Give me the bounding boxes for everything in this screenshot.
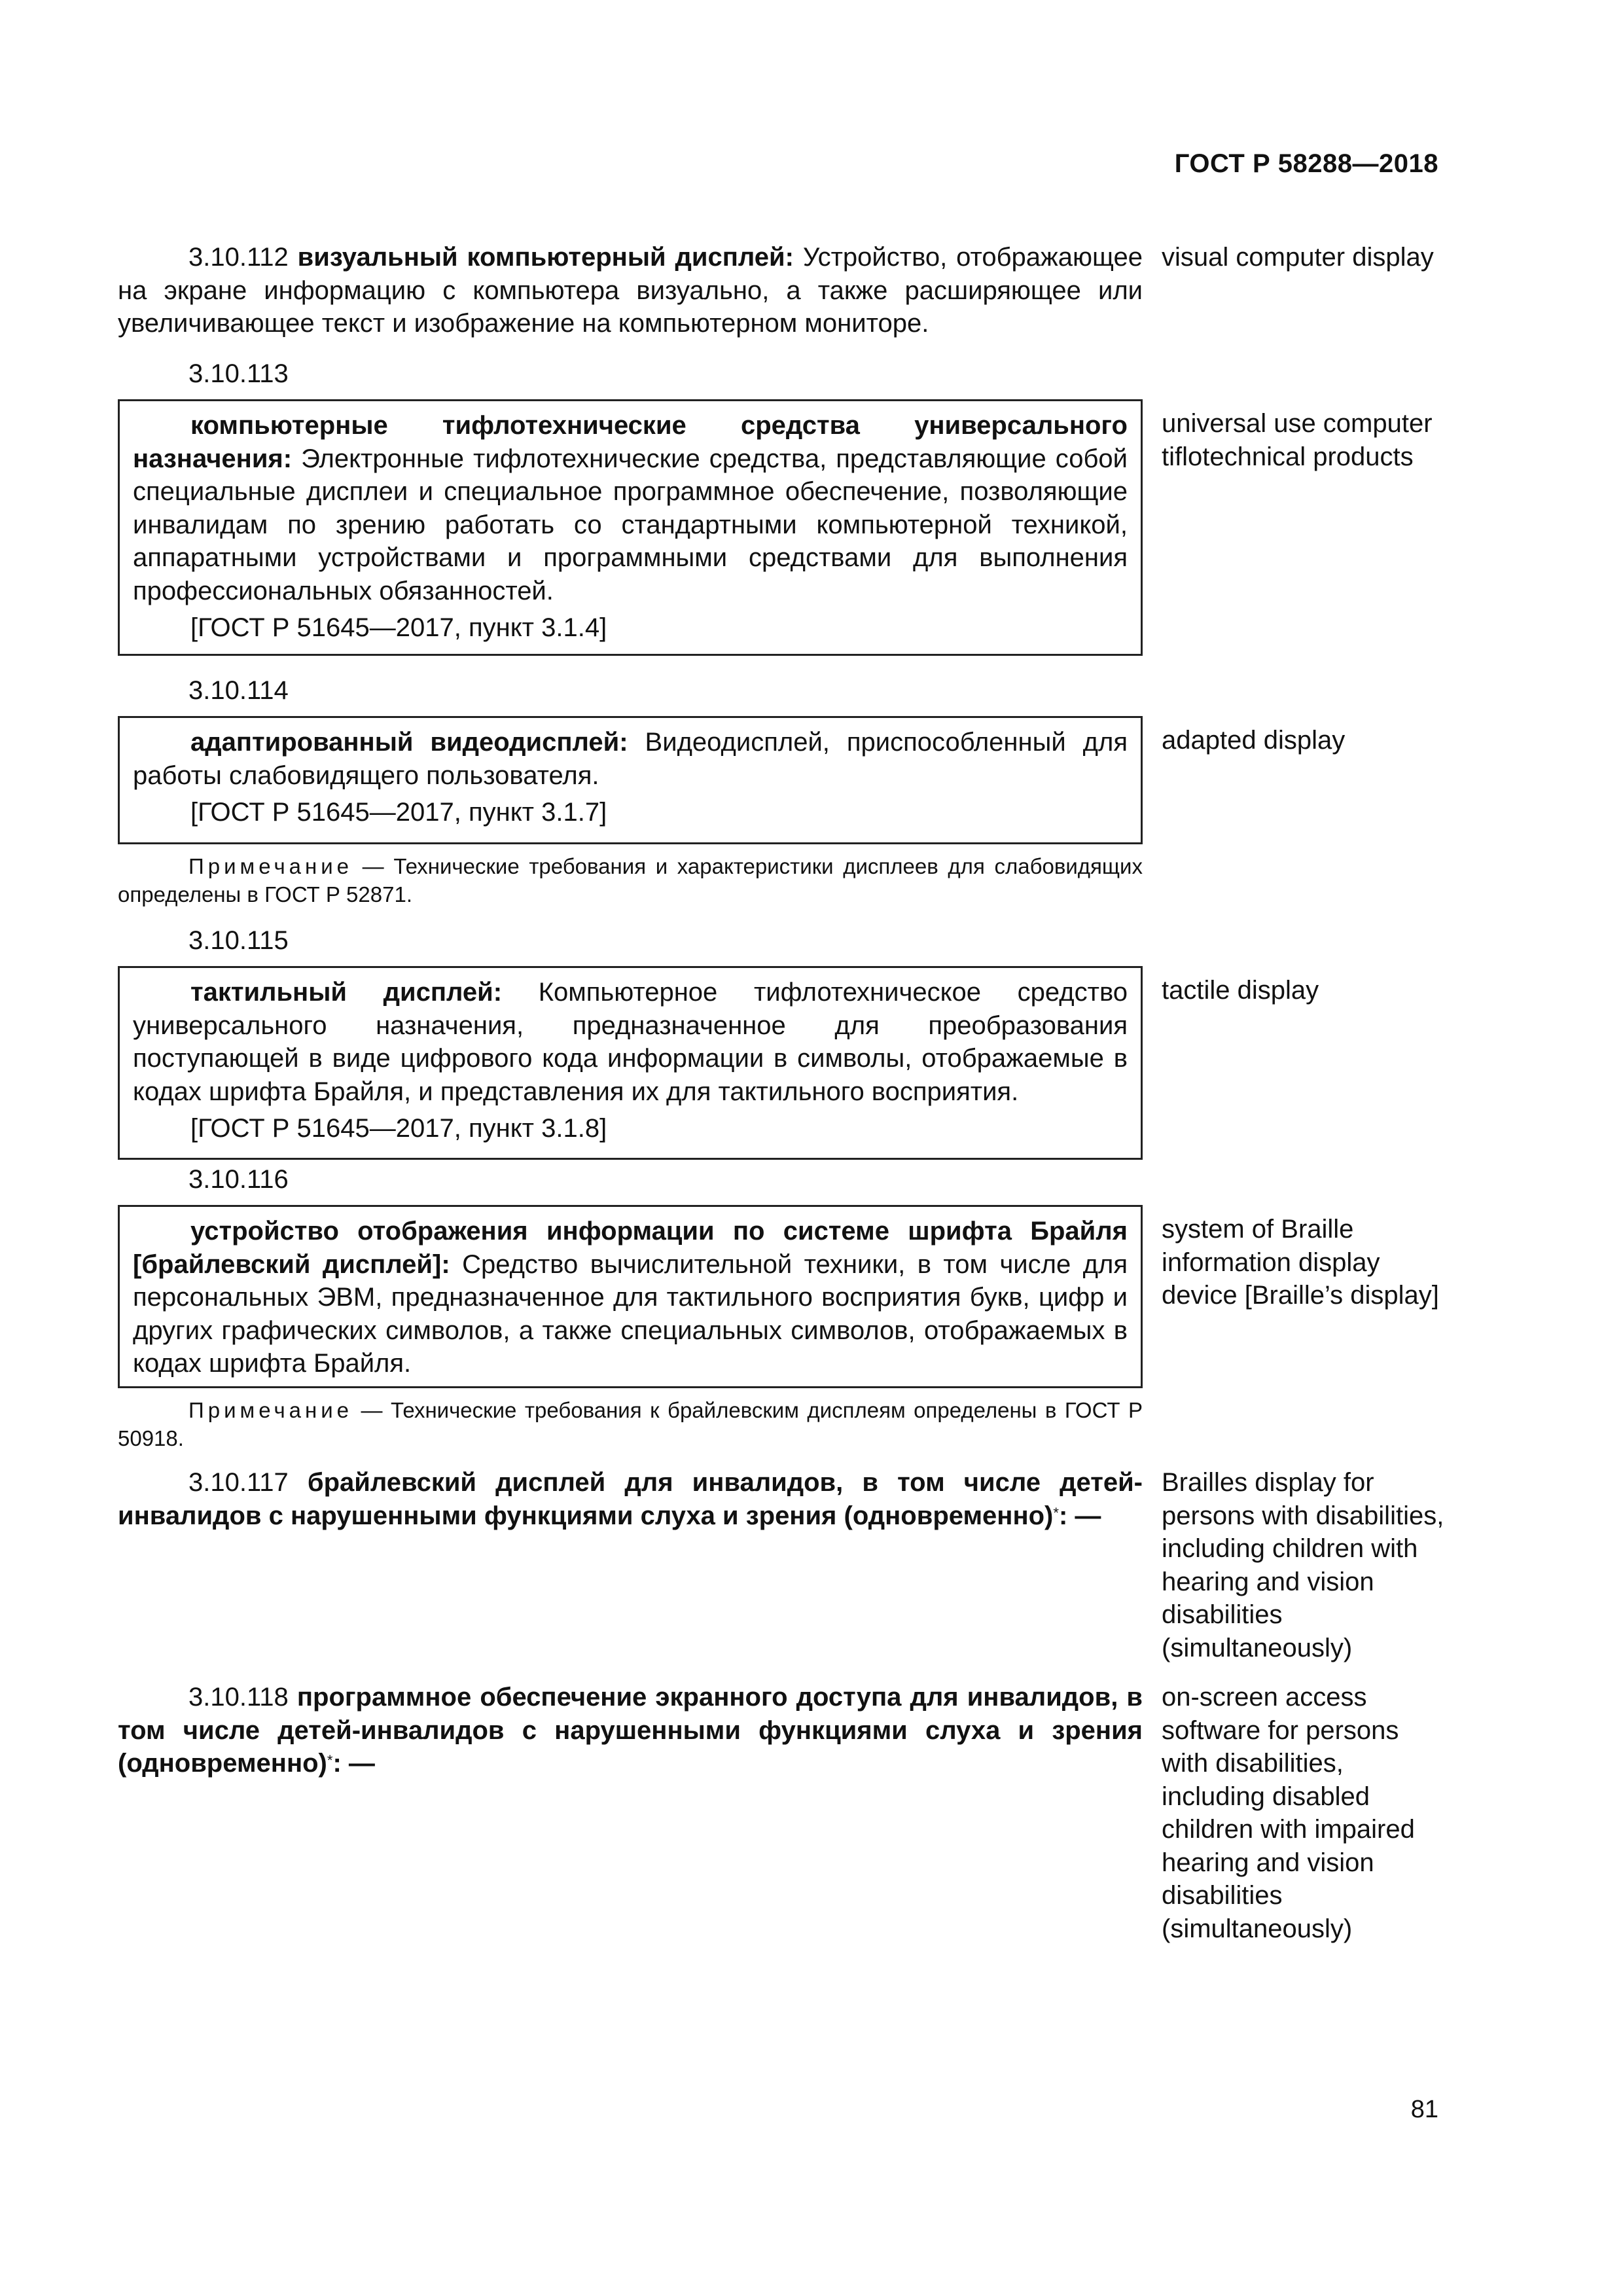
term-definition: Устройство, отображающее на экране информацию с компьютера визуально, а также расширяющее или увеличивающее текст и изображение на компьютерном мониторе. bbox=[118, 243, 1143, 338]
term-ru-text bbox=[133, 976, 1128, 1108]
term-title: компьютерные тифлотехнические средства универсального назначения: bbox=[133, 411, 1128, 473]
term-ru-text bbox=[118, 241, 1143, 340]
note-text: — Технические требования и характеристики дисплеев для слабовидящих определены в ГОСТ Р 52871. bbox=[118, 854, 1143, 906]
term-title: адаптированный видеодисплей: bbox=[190, 728, 628, 757]
note-label: Примечание bbox=[188, 854, 353, 878]
term-title: устройство отображения информации по системе шрифта Брайля [брайлевский дисплей]: bbox=[133, 1217, 1128, 1279]
term-box bbox=[118, 716, 1143, 844]
term-number: 3.10.116 bbox=[188, 1165, 289, 1194]
term-en-equivalent: system of Braille information display device [Braille’s display] bbox=[1162, 1215, 1439, 1310]
term-number: 3.10.118 bbox=[188, 1683, 289, 1712]
term-title: тактильный дисплей: bbox=[190, 978, 503, 1007]
page-number: 81 bbox=[1410, 2096, 1438, 2123]
term-ru-text bbox=[133, 409, 1128, 607]
note-text: — Технические требования к брайлевским дисплеям определены в ГОСТ Р 50918. bbox=[118, 1398, 1143, 1450]
term-ru-text bbox=[133, 726, 1128, 792]
term-en-equivalent: tactile display bbox=[1162, 976, 1319, 1005]
term-number: 3.10.115 bbox=[188, 926, 289, 955]
term-title: программное обеспечение экранного доступа для инвалидов, в том числе детей-инвалидов с нарушенными функциями слуха и зрения (одновременно) bbox=[118, 1683, 1143, 1778]
footnote-marker: * bbox=[327, 1752, 333, 1768]
term-en-equivalent: visual computer display bbox=[1162, 243, 1434, 272]
term-box bbox=[118, 966, 1143, 1160]
term-number: 3.10.113 bbox=[188, 359, 289, 388]
document-standard-header: ГОСТ Р 58288—2018 bbox=[1174, 149, 1438, 178]
term-source-reference: [ГОСТ Р 51645—2017, пункт 3.1.4] bbox=[190, 613, 607, 642]
footnote-marker: * bbox=[1053, 1504, 1059, 1521]
term-en-equivalent: adapted display bbox=[1162, 726, 1346, 755]
term-ru-text bbox=[133, 1215, 1128, 1380]
term-empty-definition: : — bbox=[1058, 1501, 1101, 1530]
term-title: визуальный компьютерный дисплей: bbox=[297, 243, 794, 272]
term-empty-definition: : — bbox=[332, 1749, 375, 1778]
term-definition: Электронные тифлотехнические средства, представляющие собой специальные дисплеи и специальное программное обеспечение, позволяющие инвалидам по зрению работать со стандартными компьютерной техникой, аппаратными устройствами и программными средствами для выполнения профессиональных обязанностей. bbox=[133, 444, 1128, 605]
term-en-equivalent: on-screen access software for persons with disabilities, including disabled children with impaired hearing and vision disabilities (simultaneously) bbox=[1162, 1683, 1415, 1943]
term-source-reference: [ГОСТ Р 51645—2017, пункт 3.1.7] bbox=[190, 798, 607, 827]
term-ru-text bbox=[118, 1681, 1143, 1780]
term-definition: Видеодисплей, приспособленный для работы слабовидящего пользователя. bbox=[133, 728, 1128, 790]
term-box bbox=[118, 399, 1143, 656]
term-note bbox=[118, 852, 1143, 908]
term-note bbox=[118, 1396, 1143, 1452]
term-title: брайлевский дисплей для инвалидов, в том числе детей-инвалидов с нарушенными функциями слуха и зрения (одновременно) bbox=[118, 1468, 1143, 1530]
term-box bbox=[118, 1205, 1143, 1388]
term-source-reference: [ГОСТ Р 51645—2017, пункт 3.1.8] bbox=[190, 1114, 607, 1143]
term-number: 3.10.114 bbox=[188, 676, 289, 705]
note-label: Примечание bbox=[188, 1398, 353, 1422]
term-number: 3.10.117 bbox=[188, 1468, 289, 1497]
term-definition: Компьютерное тифлотехническое средство универсального назначения, предназначенное для преобразования поступающей в виде цифрового кода информации в символы, отображаемые в кодах шрифта Брайля, и представления их для тактильного восприятия. bbox=[133, 978, 1128, 1106]
term-en-equivalent: universal use computer tiflotechnical products bbox=[1162, 409, 1433, 471]
term-definition: Средство вычислительной техники, в том числе для персональных ЭВМ, предназначенное для тактильного восприятия букв, цифр и других графических символов, а также специальных символов, отображаемых в кодах шрифта Брайля. bbox=[133, 1249, 1128, 1378]
term-en-equivalent: Brailles display for persons with disabilities, including children with hearing and vision disabilities (simultaneously) bbox=[1162, 1468, 1444, 1662]
term-number: 3.10.112 bbox=[188, 243, 289, 272]
term-ru-text bbox=[118, 1466, 1143, 1532]
